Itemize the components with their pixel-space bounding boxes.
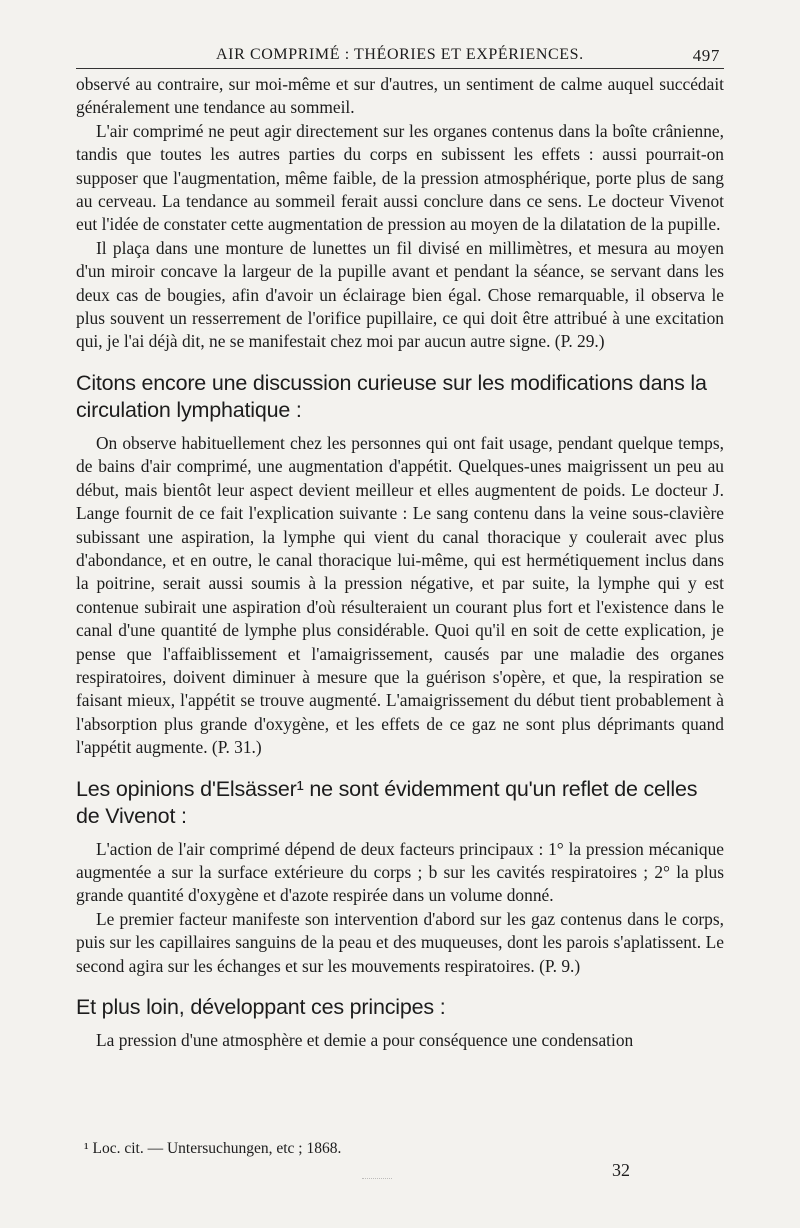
signature-mark: 32 (612, 1160, 630, 1180)
lead-in-heading: Citons encore une discussion curieuse sur les modifications dans la circulation lymphatique : (76, 370, 707, 422)
paragraph: Le premier facteur manifeste son intervention d'abord sur les gaz contenus dans le corps, puis sur les capillaires sanguins de la peau et des muqueuses, dont les parois s'aplatissent. Le second agira sur les échanges et sur les mouvements respiratoires. (P. 9.) (76, 908, 724, 976)
paragraph: Il plaça dans une monture de lunettes un fil divisé en millimètres, et mesura au moyen d'un miroir concave la largeur de la pupille avant et pendant la séance, se servant dans les deux cas de bougies, afin d'avoir un éclairage bien égal. Chose remarquable, il observa le plus souvent un resserrement de l'orifice pupillaire, ce qui doit être attribué à une excitation qui, je l'ai déjà dit, ne se manifestait chez moi par aucun autre signe. (P. 29.) (76, 237, 724, 352)
page-number: 497 (692, 46, 720, 65)
paragraph: L'action de l'air comprimé dépend de deux facteurs principaux : 1° la pression mécanique augmentée a sur la surface extérieure du corps ; b sur les cavités respiratoires ; 2° la plus grande quantité d'oxygène et d'azote respirée dans un volume donné. (76, 838, 724, 906)
lead-in-heading: Les opinions d'Elsässer¹ ne sont évidemment qu'un reflet de celles de Vivenot : (76, 776, 698, 828)
lead-in-heading: Et plus loin, développant ces principes : (76, 995, 446, 1019)
paragraph: L'air comprimé ne peut agir directement sur les organes contenus dans la boîte crânienne, tandis que toutes les autres parties du corps en subissent les effets : aussi pourrait-on supposer que l'augmentation, même faible, de la pression atmosphérique, porte plus de sang au cerveau. La tendance au sommeil ferait aussi conclure dans ce sens. Le docteur Vivenot eut l'idée de constater cette augmentation de pression au moyen de la dilatation de la pupille. (76, 120, 724, 235)
running-header (76, 44, 724, 69)
paragraph: On observe habituellement chez les personnes qui ont fait usage, pendant quelque temps, de bains d'air comprimé, une augmentation d'appétit. Quelques-unes maigrissent un peu au début, mais bientôt leur aspect devient meilleur et elles augmentent de poids. Le docteur J. Lange fournit de ce fait l'explication suivante : Le sang contenu dans la veine sous-clavière subissant une aspiration, la lymphe qui vient du canal thoracique y coulerait avec plus d'abondance, et en outre, le canal thoracique lui-même, qui est hermétiquement inclus dans la poitrine, serait aussi soumis à la pression négative, et par suite, la lymphe qui y est contenue subirait une aspiration d'où résulteraient un courant plus fort et l'existence dans le canal d'une quantité de lymphe plus considérable. Quoi qu'il en soit de cette explication, je pense que l'affaiblissement et l'amaigrissement, causés par une maladie des organes respiratoires, doivent diminuer à mesure que la guérison s'opère, et que, la respiration se faisant mieux, l'appétit se trouve augmenté. L'amaigrissement du début tient probablement à l'absorption plus grande d'oxygène, et les effets de ce gaz ne sont plus déprimants quand l'appétit augmente. (P. 31.) (76, 432, 724, 758)
library-stamp (362, 1166, 392, 1179)
page-body (76, 73, 724, 1052)
running-title: AIR COMPRIMÉ : THÉORIES ET EXPÉRIENCES. (216, 46, 584, 63)
paragraph: La pression d'une atmosphère et demie a pour conséquence une condensation (96, 1030, 634, 1050)
footnote: ¹ Loc. cit. — Untersuchungen, etc ; 1868. (84, 1140, 342, 1157)
paragraph: observé au contraire, sur moi-même et sur d'autres, un sentiment de calme auquel succédait généralement une tendance au sommeil. (76, 74, 724, 118)
